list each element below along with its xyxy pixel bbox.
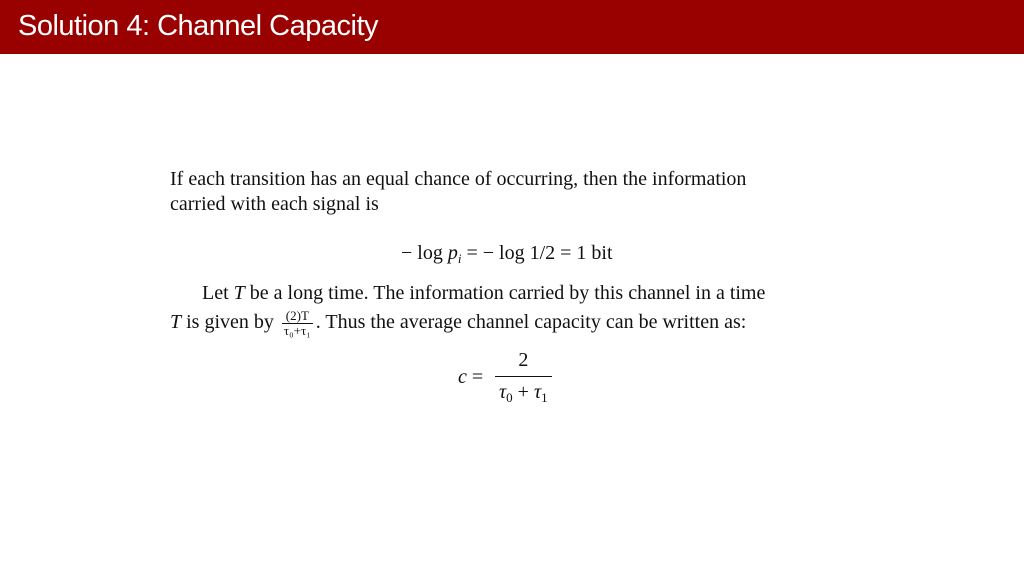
inline-fraction-denominator: τ₀+τ₁	[283, 323, 311, 338]
den-tau-0-sub: 0	[506, 390, 513, 405]
inline-fraction-numerator: (2)T	[285, 308, 309, 323]
p2-text-b: be a long time. The information carried by this channel in a time	[244, 282, 766, 304]
eq1-p: p	[447, 242, 458, 264]
capacity-denominator	[495, 376, 552, 404]
equation-information	[401, 242, 613, 265]
paragraph-1-line-1: If each transition has an equal chance of occurring, then the information	[170, 168, 747, 190]
inline-fraction	[282, 309, 313, 338]
paragraph-1-line-2: carried with each signal is	[170, 193, 379, 215]
p2-text-a: Let	[202, 282, 234, 304]
slide-title: Solution 4: Channel Capacity	[18, 10, 379, 42]
eq2-equals: =	[466, 366, 484, 388]
eq1-p-sub: i	[457, 251, 462, 266]
paragraph-2-line-2	[170, 309, 746, 338]
paragraph-2-line-1	[202, 282, 765, 305]
eq2-lhs	[458, 366, 483, 389]
p2-T: T	[233, 282, 245, 304]
den-tau-0: τ	[499, 381, 507, 403]
capacity-numerator: 2	[518, 349, 529, 371]
den-tau-1: τ	[533, 381, 542, 403]
den-plus: +	[512, 381, 534, 403]
capacity-fraction	[495, 349, 552, 404]
p2l2-text-a: is given by	[181, 311, 279, 334]
den-tau-1-sub: 1	[541, 390, 548, 405]
eq1-part-b: = − log 1/2 = 1 bit	[461, 242, 613, 264]
p2l2-T: T	[170, 311, 182, 334]
p2l2-text-b: . Thus the average channel capacity can be written as:	[315, 311, 747, 334]
eq2-c: c	[458, 366, 467, 388]
eq1-part-a: − log	[401, 242, 448, 264]
